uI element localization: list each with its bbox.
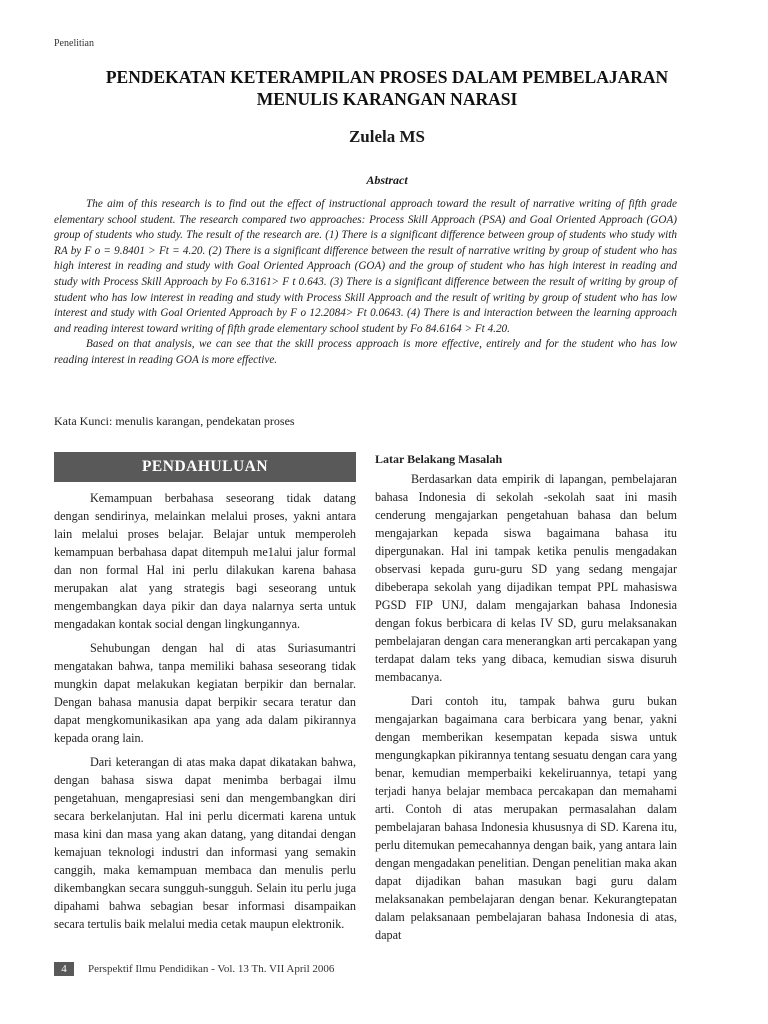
body-paragraph: Dari keterangan di atas maka dapat dikatakan bahwa, dengan bahasa siswa dapat menimba berbagai ilmu pengetahuan, mengapresiasi seni dan mengembangkan diri secara berkelanjutan. Hal ini perlu dicermati karena untuk masa kini dan masa yang akan datang, yang ditandai dengan kemajuan teknologi industri dan informasi yang semakin canggih, maka kemampuan membaca dan menulis perlu dikembangkan secara sungguh-sungguh. Selain itu perlu juga dipahami bahwa sebagian besar informasi disampaikan secara tertulis baik melalui media cetak maupun elektronik. <box>54 755 356 931</box>
title-line-1: PENDEKATAN KETERAMPILAN PROSES DALAM PEMBELAJARAN <box>105 67 669 87</box>
subsection-heading: Latar Belakang Masalah <box>375 452 503 466</box>
left-column <box>54 489 356 933</box>
body-paragraph: Kemampuan berbahasa seseorang tidak datang dengan sendirinya, melainkan melalui proses, yakni antara lain melalui proses belajar. Belajar untuk memperoleh kemampuan berbahasa dapat ditempuh me1alui jalur formal dan non formal Hal ini perlu dilakukan karena bahasa merupakan alat yang strategis bagi seseorang untuk mengembangkan daya pikir dan daya nalarnya serta untuk mengadakan kontak social dengan lingkungannya. <box>54 491 356 631</box>
running-header: Penelitian <box>54 38 94 49</box>
body-paragraph: Sehubungan dengan hal di atas Suriasumantri mengatakan bahwa, tanpa memiliki bahasa seseorang tidak mungkin dapat melakukan kegiatan berpikir dan bernalar. Dengan bahasa manusia dapat berpikir secara teratur dan dapat mengkomunikasikan apa yang ada dalam pikirannya kepada orang lain. <box>54 641 356 745</box>
body-paragraph: Dari contoh itu, tampak bahwa guru bukan mengajarkan bagaimana cara berbicara yang benar, yakni dengan memberikan kesempatan kepada siswa untuk mengungkapkan pikirannya tentang sesuatu dengan cara yang benar, kemudian memperbaiki kekeliruannya, tetapi yang terjadi hanya belajar membaca percakapan dan memahami arti. Contoh di atas merupakan permasalahan dalam pembelajaran bahasa Indonesia khususnya di SD. Karena itu, perlu ditemukan pemecahannya dengan baik, yang antara lain dengan mengadakan penelitian. Dengan penelitian maka akan dapat dijadikan bahan masukan bagi guru dalam melaksanakan pembelajaran dengan benar. Kekurangtepatan dalam pelaksanaan pembelajaran bahasa Indonesia di atas, dapat <box>375 694 677 942</box>
article-title <box>54 66 720 110</box>
author-name: Zulela MS <box>348 127 426 146</box>
journal-citation: Perspektif Ilmu Pendidikan - Vol. 13 Th. VII April 2006 <box>88 963 335 975</box>
body-paragraph: Berdasarkan data empirik di lapangan, pembelajaran bahasa Indonesia di sekolah -sekolah saat ini masih cenderung mengajarkan pengetahuan bahasa dan belum mengajarkan kepada siswa bagaimana bahasa itu dipergunakan. Hal ini tampak ketika penulis mengadakan observasi kepada guru-guru SD yang sedang mengajar dibeberapa sekolah yang dijadikan tempat PPL mahasiswa PGSD FIP UNJ, dalam mengajarkan bahasa Indonesia dengan fokus berbicara di kelas IV SD, guru melaksanakan pembelajaran dengan cara menerangkan arti percakapan yang terdapat dalam teks yang dibaca, kemudian siswa disuruh membacanya. <box>375 472 677 684</box>
keywords: Kata Kunci: menulis karangan, pendekatan proses <box>54 414 295 428</box>
abstract-heading: Abstract <box>366 173 408 187</box>
page-footer <box>54 962 334 976</box>
section-heading-bar <box>54 452 356 482</box>
title-line-2: MENULIS KARANGAN NARASI <box>256 89 518 109</box>
abstract-paragraph: The aim of this research is to find out the effect of instructional approach toward the result of narrative writing of fifth grade elementary school student. The research compared two approaches: Process Skill Approach (PSA) and Goal Oriented Approach (GOA) group of students who study. The result of the research are. (1) There is a significant difference between group of students who study with RA by F o = 9.8401 > Ft = 4.20. (2) There is a significant difference between the result of narrative writing by group of student who has high interest in reading and study with Goal Oriented Approach (GOA) and the group of student who has high interest in reading and study with Process Skill Approach by Fo 6.3161> F t 0.643. (3) There is a significant difference between the result of writing by group of student who has low interest in reading and study with Process Skill Approach and the result of writing by group of student who has low interest and study with Goal Oriented Approach by F o 12.2084> Ft 0.0643. (4) There is and interaction between the learning approach and reading interest toward writing of fifth grade elementary school student by Fo 84.6164 > Ft 4.20. <box>54 198 677 335</box>
abstract-body <box>54 197 677 369</box>
section-heading: PENDAHULUAN <box>141 458 269 475</box>
abstract-paragraph: Based on that analysis, we can see that the skill process approach is more effective, entirely and for the student who has low reading interest in reading GOA is more effective. <box>54 338 677 366</box>
right-column <box>375 450 677 944</box>
page-number: 4 <box>54 962 74 976</box>
